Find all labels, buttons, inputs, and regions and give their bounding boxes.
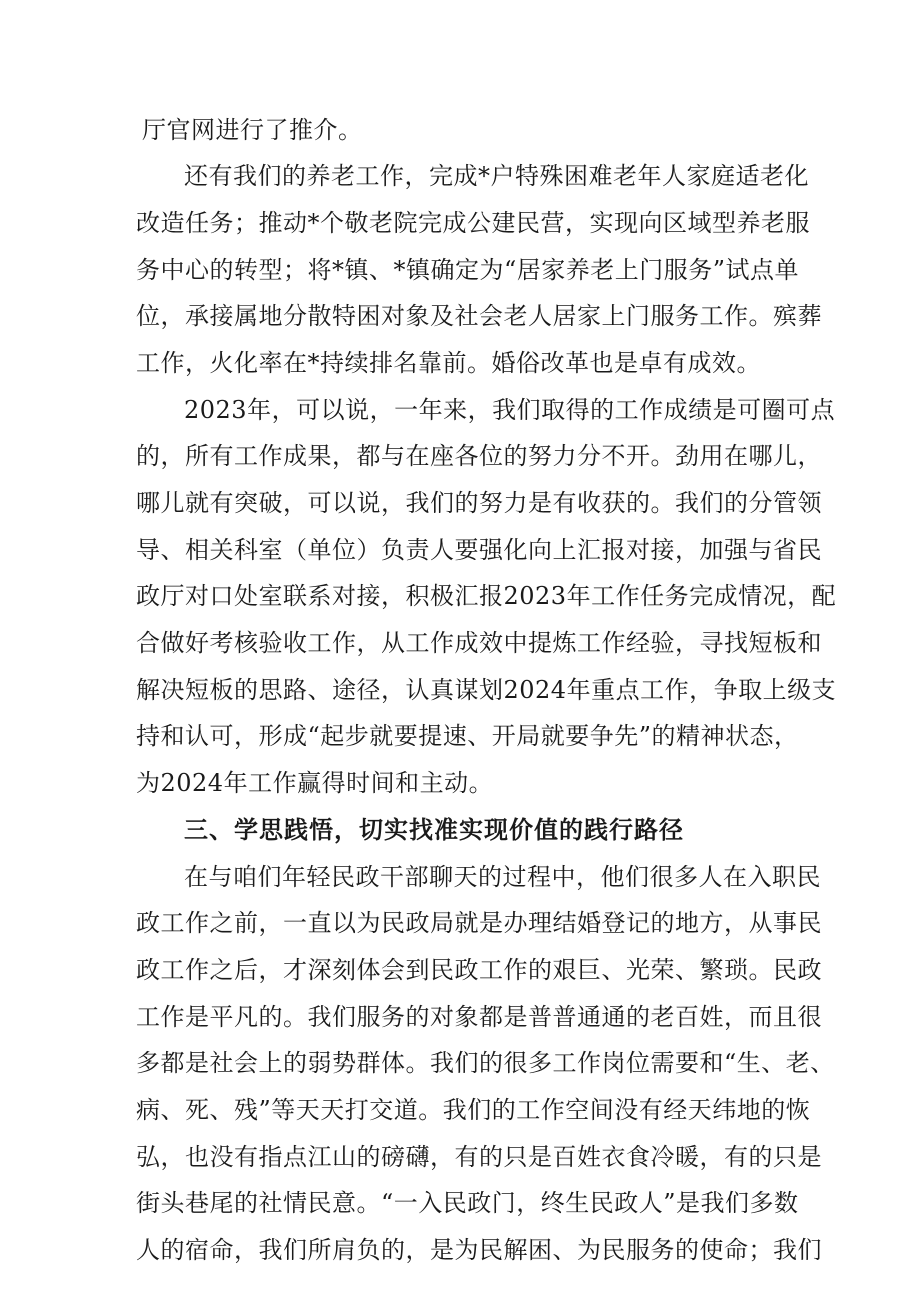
section-heading: 三、学思践悟，切实找准实现价值的践行路径 [184,816,684,844]
text-line-8: 的，所有工作成果，都与在座各位的努力分不开。劲用在哪儿， [136,442,822,470]
text-line-10: 导、相关科室（单位）负责人要强化向上汇报对接，加强与省民 [136,536,822,564]
text-line-9: 哪儿就有突破，可以说，我们的努力是有收获的。我们的分管领 [136,489,822,517]
text-line-7: 2023年，可以说，一年来，我们取得的工作成绩是可圈可点 [184,396,836,424]
text-line-21: 多都是社会上的弱势群体。我们的很多工作岗位需要和“生、老、 [136,1049,835,1077]
text-line-12: 合做好考核验收工作，从工作成效中提炼工作经验，寻找短板和 [136,629,822,657]
text-line-25: 人的宿命，我们所肩负的，是为民解困、为民服务的使命；我们 [136,1236,822,1264]
text-line-11: 政厅对口处室联系对接，积极汇报2023年工作任务完成情况，配 [136,582,837,610]
text-line-19: 政工作之后，才深刻体会到民政工作的艰巨、光荣、繁琐。民政 [136,956,822,984]
text-line-23: 弘，也没有指点江山的磅礴，有的只是百姓衣食冷暖，有的只是 [136,1143,822,1171]
text-line-14: 持和认可，形成“起步就要提速、开局就要争先”的精神状态， [136,722,799,750]
text-line-22: 病、死、残”等天天打交道。我们的工作空间没有经天纬地的恢 [136,1096,811,1124]
text-line-18: 政工作之前，一直以为民政局就是办理结婚登记的地方，从事民 [136,909,822,937]
text-line-3: 改造任务；推动*个敬老院完成公建民营，实现向区域型养老服 [136,209,810,237]
text-line-20: 工作是平凡的。我们服务的对象都是普普通通的老百姓，而且很 [136,1003,822,1031]
text-line-4: 务中心的转型；将*镇、*镇确定为“居家养老上门服务”试点单 [136,256,800,284]
text-line-15: 为2024年工作赢得时间和主动。 [136,769,494,797]
text-line-17: 在与咱们年轻民政干部聊天的过程中，他们很多人在入职民 [184,863,821,891]
text-line-1: 厅官网进行了推介。 [142,116,363,144]
text-line-24: 街头巷尾的社情民意。“一入民政门，终生民政人”是我们多数 [136,1189,799,1217]
text-line-5: 位，承接属地分散特困对象及社会老人居家上门服务工作。殡葬 [136,302,822,330]
text-line-2: 还有我们的养老工作，完成*户特殊困难老年人家庭适老化 [184,162,809,190]
text-line-13: 解决短板的思路、途径，认真谋划2024年重点工作，争取上级支 [136,676,837,704]
text-line-6: 工作，火化率在*持续排名靠前。婚俗改革也是卓有成效。 [136,349,761,377]
